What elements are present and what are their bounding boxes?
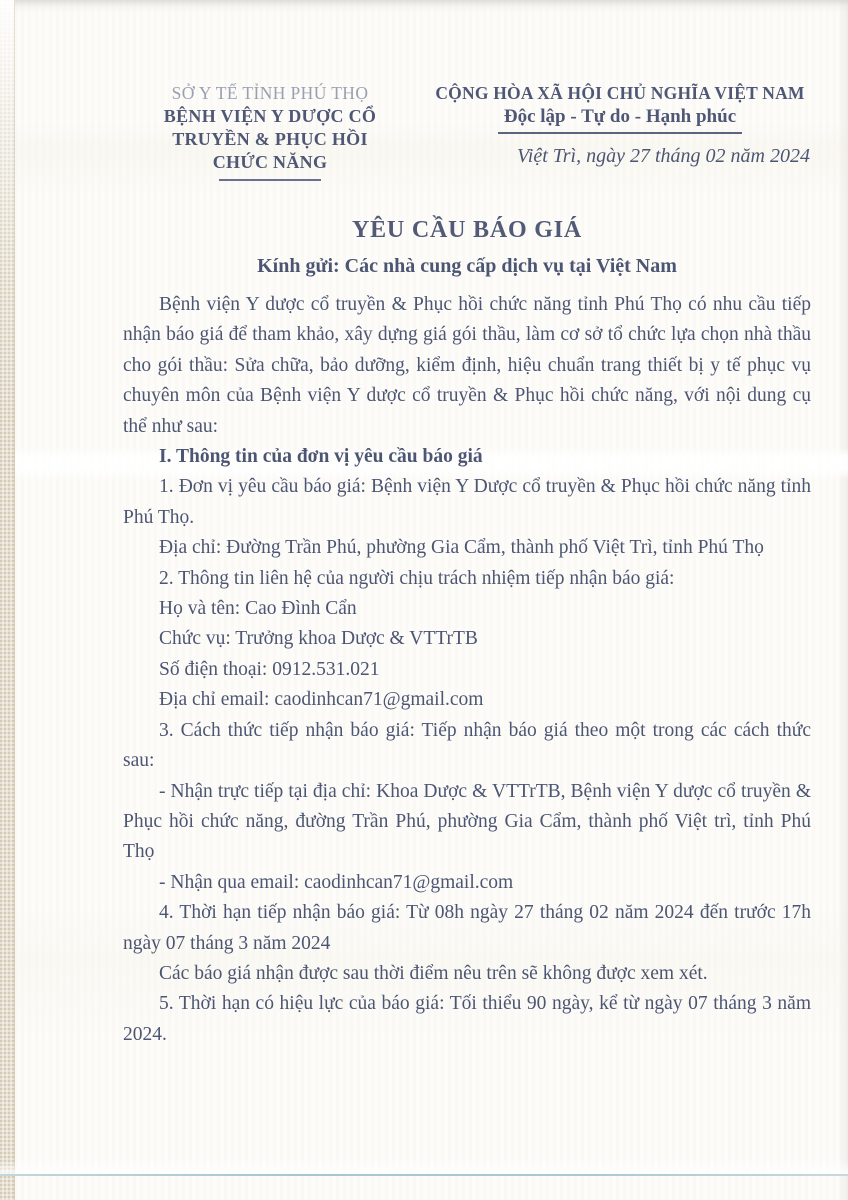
salutation-line: Kính gửi: Các nhà cung cấp dịch vụ tại Việt Nam	[257, 255, 677, 277]
section-heading-1: I. Thông tin của đơn vị yêu cầu báo giá	[159, 446, 483, 468]
org-name-line-3: CHỨC NĂNG	[212, 152, 328, 172]
org-name-line-1: BỆNH VIỆN Y DƯỢC CỔ	[163, 106, 377, 126]
national-header-country: CỘNG HÒA XÃ HỘI CHỦ NGHĨA VIỆT NAM	[435, 83, 805, 103]
paragraph-contact-phone: Số điện thoại: 0912.531.021	[159, 658, 380, 680]
paragraph-contact-name: Họ và tên: Cao Đình Cẩn	[159, 598, 357, 620]
national-header-block	[428, 82, 812, 168]
national-motto: Độc lập - Tự do - Hạnh phúc	[498, 106, 742, 134]
paragraph-method-email: - Nhận qua email: caodinhcan71@gmail.com	[159, 871, 514, 893]
paragraph-contact-position: Chức vụ: Trưởng khoa Dược & VTTrTB	[159, 628, 478, 650]
issuing-org-block	[143, 82, 397, 181]
paragraph-unit: 1. Đơn vị yêu cầu báo giá: Bệnh viện Y Dược cổ truyền & Phục hồi chức năng tỉnh Phú Thọ.	[123, 476, 811, 528]
bottom-scan-fade	[0, 1160, 848, 1174]
document-title: YÊU CẦU BÁO GIÁ	[351, 217, 582, 243]
place-dateline: Việt Trì, ngày 27 tháng 02 năm 2024	[517, 145, 810, 167]
org-underline-rule	[219, 179, 321, 181]
paragraph-late-note: Các báo giá nhận được sau thời điểm nêu trên sẽ không được xem xét.	[159, 962, 708, 984]
paragraph-method-heading: 3. Cách thức tiếp nhận báo giá: Tiếp nhận báo giá theo một trong các cách thức sau:	[123, 719, 811, 772]
paragraph-address: Địa chỉ: Đường Trần Phú, phường Gia Cẩm, thành phố Việt Trì, tỉnh Phú Thọ	[159, 537, 764, 559]
document-body	[123, 290, 811, 1050]
paragraph-deadline: 4. Thời hạn tiếp nhận báo giá: Từ 08h ngày 27 tháng 02 năm 2024 đến trước 17h ngày 07 tháng 3 năm 2024	[123, 902, 811, 954]
org-parent-name: SỞ Y TẾ TỈNH PHÚ THỌ	[171, 83, 369, 103]
org-name-line-2: TRUYỀN & PHỤC HỒI	[172, 129, 368, 149]
paragraph-contact-email: Địa chỉ email: caodinhcan71@gmail.com	[159, 689, 484, 711]
bottom-scanner-line	[0, 1174, 848, 1176]
paragraph-contact-heading: 2. Thông tin liên hệ của người chịu trách nhiệm tiếp nhận báo giá:	[159, 567, 675, 589]
paragraph-method-direct: - Nhận trực tiếp tại địa chỉ: Khoa Dược & VTTrTB, Bệnh viện Y dược cổ truyền & Phục hồi chức năng, đường Trần Phú, phường Gia Cẩm, thành phố Việt trì, tỉnh Phú Thọ	[123, 780, 811, 863]
paragraph-validity: 5. Thời hạn có hiệu lực của báo giá: Tối thiểu 90 ngày, kể từ ngày 07 tháng 3 năm 2024.	[123, 993, 811, 1045]
paragraph-intro: Bệnh viện Y dược cổ truyền & Phục hồi chức năng tỉnh Phú Thọ có nhu cầu tiếp nhận báo giá để tham khảo, xây dựng giá gói thầu, làm cơ sở tổ chức lựa chọn nhà thầu cho gói thầu: Sửa chữa, bảo dưỡng, kiểm định, hiệu chuẩn trang thiết bị y tế phục vụ chuyên môn của Bệnh viện Y dược cổ truyền & Phục hồi chức năng, với nội dung cụ thể như sau:	[123, 294, 811, 437]
left-scan-edge-strip	[0, 0, 15, 1200]
